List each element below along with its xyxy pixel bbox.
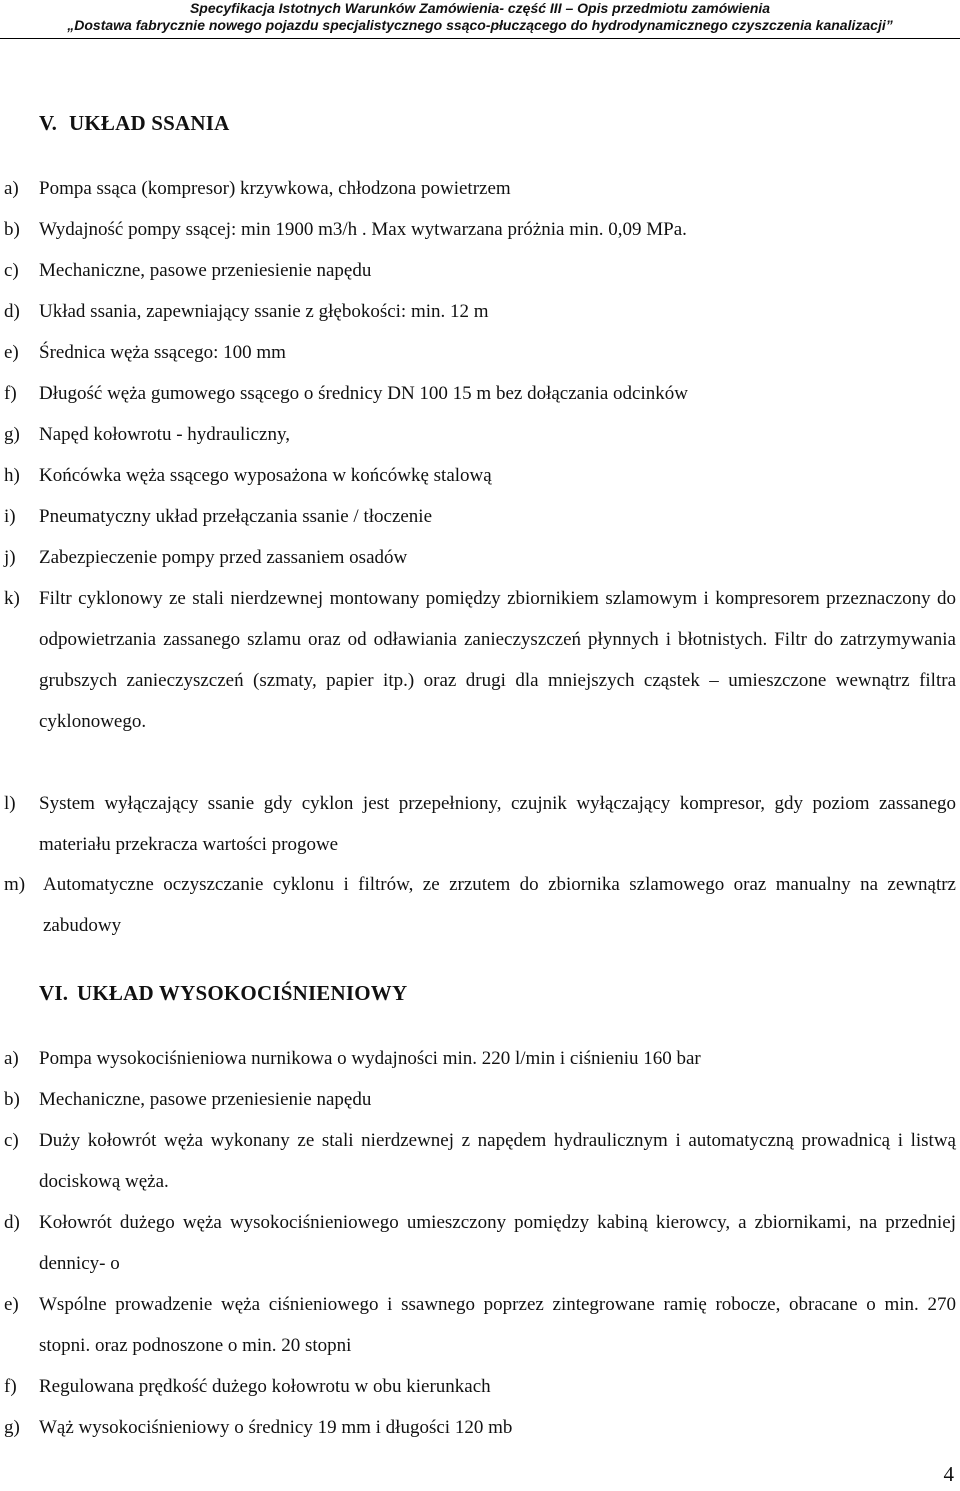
list-item [4,455,956,496]
list-item [4,783,956,865]
list-item [4,332,956,373]
item-label: b) [4,219,20,240]
list-item [4,209,956,250]
page-header [0,0,960,40]
list-item [4,1079,956,1120]
item-text: Duży kołowrót węża wykonany ze stali nierdzewnej z napędem hydraulicznym i automatyczną prowadnicą i listwą dociskową węża. [39,1130,956,1192]
item-text: Zabezpieczenie pompy przed zassaniem osadów [39,547,408,568]
list-item [4,1407,956,1448]
item-label: j) [4,547,16,568]
list-item [4,168,956,209]
item-text: Wąż wysokociśnieniowy o średnicy 19 mm i długości 120 mb [39,1417,513,1438]
item-label: e) [4,1294,19,1315]
item-text: System wyłączający ssanie gdy cyklon jest przepełniony, czujnik wyłączający kompresor, gdy poziom zassanego materiału przekracza wartości progowe [39,793,956,855]
section-6-number: VI. [39,981,69,1005]
page-number: 4 [943,1462,954,1486]
item-label: k) [4,588,20,609]
section-5-title [39,111,230,136]
item-text: Regulowana prędkość dużego kołowrotu w obu kierunkach [39,1376,491,1397]
item-label: b) [4,1089,20,1110]
header-rule [0,38,960,39]
list-item [4,578,956,742]
item-label: e) [4,342,19,363]
item-text: Filtr cyklonowy ze stali nierdzewnej montowany pomiędzy zbiornikiem szlamowym i kompresorem przeznaczony do odpowietrzania zassanego szlamu oraz od odławiania zanieczyszczeń płynnych i błotnistych. Filtr do zatrzymywania grubszych zanieczyszczeń (szmaty, papier itp.) oraz drugi dla mniejszych cząstek – umieszczone wewnątrz filtra cyklonowego. [39,588,956,732]
list-item [4,496,956,537]
item-label: c) [4,1130,19,1151]
item-text: Średnica węża ssącego: 100 mm [39,342,286,363]
item-text: Wydajność pompy ssącej: min 1900 m3/h . Max wytwarzana próżnia min. 0,09 MPa. [39,219,687,240]
item-text: Długość węża gumowego ssącego o średnicy DN 100 15 m bez dołączania odcinków [39,383,688,404]
item-label: d) [4,1212,20,1233]
item-text: Pompa wysokociśnieniowa nurnikowa o wydajności min. 220 l/min i ciśnieniu 160 bar [39,1048,701,1069]
item-label: f) [4,1376,17,1397]
item-text: Pneumatyczny układ przełączania ssanie / tłoczenie [39,506,433,527]
list-item [4,864,956,946]
list-item [4,291,956,332]
item-label: f) [4,383,17,404]
item-label: g) [4,424,20,445]
item-label: h) [4,465,20,486]
item-label: l) [4,793,16,814]
item-text: Końcówka węża ssącego wyposażona w końcówkę stalową [39,465,492,486]
item-text: Napęd kołowrotu - hydrauliczny, [39,424,290,445]
item-label: i) [4,506,16,527]
list-item [4,537,956,578]
item-text: Pompa ssąca (kompresor) krzywkowa, chłodzona powietrzem [39,178,511,199]
list-item [4,373,956,414]
item-text: Wspólne prowadzenie węża ciśnieniowego i ssawnego poprzez zintegrowane ramię robocze, obracane o min. 270 stopni. oraz podnoszone o min. 20 stopni [39,1294,956,1356]
header-line-1: Specyfikacja Istotnych Warunków Zamówienia- część III – Opis przedmiotu zamówienia [189,0,771,16]
item-text: Mechaniczne, pasowe przeniesienie napędu [39,1089,372,1110]
list-item [4,1038,956,1079]
list-item [4,1284,956,1366]
item-label: a) [4,1048,19,1069]
item-label: d) [4,301,20,322]
section-6-heading: UKŁAD WYSOKOCIŚNIENIOWY [77,981,408,1005]
item-label: m) [4,874,26,895]
item-label: a) [4,178,19,199]
header-line-2: „Dostawa fabrycznie nowego pojazdu specjalistycznego ssąco-płuczącego do hydrodynamicznego czyszczenia kanalizacji” [67,17,893,33]
list-item [4,250,956,291]
item-text: Kołowrót dużego węża wysokociśnieniowego umieszczony pomiędzy kabiną kierowcy, a zbiornikami, na przedniej dennicy- o [39,1212,956,1274]
section-5-heading: UKŁAD SSANIA [69,111,230,135]
list-item [4,414,956,455]
item-text: Układ ssania, zapewniający ssanie z głębokości: min. 12 m [39,301,489,322]
section-5-number: V. [39,111,58,135]
section-6-title [39,981,407,1006]
item-label: g) [4,1417,20,1438]
item-label: c) [4,260,19,281]
item-text: Automatyczne oczyszczanie cyklonu i filtrów, ze zrzutem do zbiornika szlamowego oraz manualny na zewnątrz zabudowy [43,874,956,936]
list-item [4,1120,956,1202]
list-item [4,1366,956,1407]
list-item [4,1202,956,1284]
item-text: Mechaniczne, pasowe przeniesienie napędu [39,260,372,281]
